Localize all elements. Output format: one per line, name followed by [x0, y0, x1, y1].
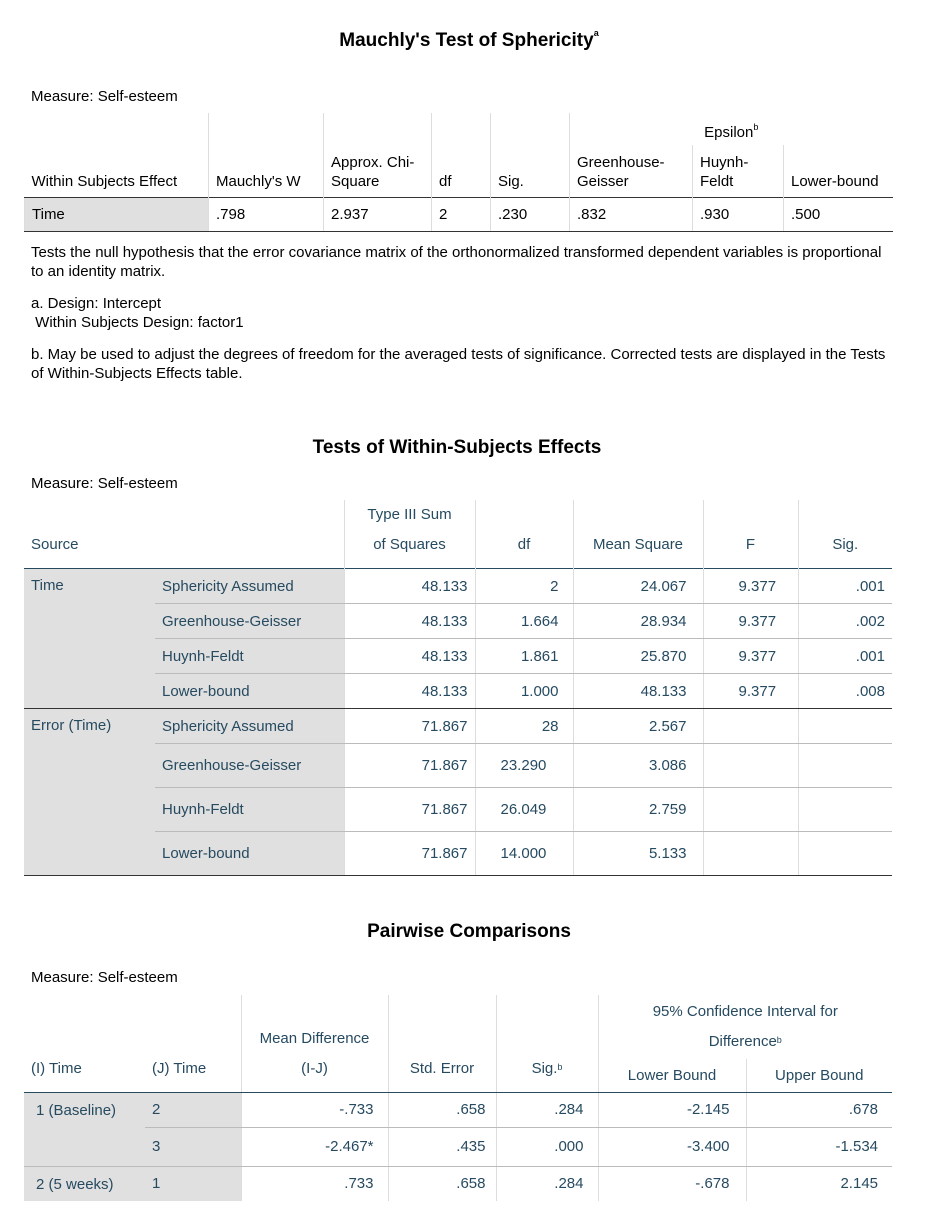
column-header: [388, 995, 496, 1092]
row-label: [24, 639, 155, 674]
table-cell: .798: [209, 197, 324, 231]
ci-header-text: 95% Confidence Interval for Difference: [652, 1003, 838, 1050]
table-cell: .678: [746, 1092, 892, 1127]
row-label: Greenhouse-Geisser: [155, 604, 344, 639]
table-cell: .002: [798, 604, 892, 639]
table-cell: .284: [496, 1166, 598, 1201]
footnote-marker: b: [557, 1061, 563, 1072]
row-label: Huynh-Feldt: [155, 788, 344, 832]
column-header: Lower-bound: [784, 145, 893, 197]
row-label: 1: [145, 1166, 241, 1201]
table-cell: 1.664: [475, 604, 573, 639]
table-cell: -1.534: [746, 1127, 892, 1166]
column-header: Sig.: [491, 145, 570, 197]
table-cell: 14.000: [475, 832, 573, 876]
column-header-text: (I) Time: [31, 1059, 82, 1077]
table-cell: 24.067: [573, 569, 703, 604]
row-label: Lower-bound: [155, 674, 344, 709]
row-label: Time: [25, 197, 209, 231]
table-cell: -3.400: [598, 1127, 746, 1166]
table-cell: -.678: [598, 1166, 746, 1201]
column-header-text: Sig.: [531, 1059, 558, 1077]
table-cell: [703, 788, 798, 832]
table-cell: 9.377: [703, 604, 798, 639]
column-header: Mauchly's W: [209, 145, 324, 197]
within-measure: Measure: Self-esteem: [31, 475, 178, 492]
column-header: [24, 995, 145, 1092]
table-cell: 2.759: [573, 788, 703, 832]
column-header: Within Subjects Effect: [31, 172, 178, 190]
table-cell: .832: [570, 197, 693, 231]
pairwise-title: Pairwise Comparisons: [367, 921, 571, 942]
table-cell: 48.133: [344, 674, 475, 709]
table-cell: [703, 709, 798, 744]
column-header: Type III Sum of Squares: [344, 500, 475, 569]
within-subjects-table: [24, 500, 892, 876]
column-header: Mean Square: [573, 500, 703, 569]
row-label: [24, 604, 155, 639]
table-row: [24, 709, 892, 744]
column-header: df: [432, 145, 491, 197]
row-label: [24, 1127, 145, 1166]
note-a-within: Within Subjects Design: factor1: [31, 314, 244, 331]
table-row: [24, 604, 892, 639]
table-row: [24, 788, 892, 832]
table-cell: 71.867: [344, 788, 475, 832]
row-label: 1 (Baseline): [24, 1092, 145, 1127]
table-cell: [703, 832, 798, 876]
pairwise-measure: Measure: Self-esteem: [31, 969, 178, 986]
row-label: [24, 788, 155, 832]
table-row: [24, 569, 892, 604]
mauchly-title: [0, 30, 938, 52]
column-header: Greenhouse-Geisser: [570, 145, 693, 197]
table-cell: 71.867: [344, 744, 475, 788]
table-cell: .733: [241, 1166, 388, 1201]
column-header: Approx. Chi-Square: [324, 145, 432, 197]
table-row: [24, 1092, 892, 1127]
table-cell: 1.861: [475, 639, 573, 674]
table-cell: 5.133: [573, 832, 703, 876]
table-cell: 3.086: [573, 744, 703, 788]
ci-header: [598, 995, 892, 1059]
row-label: Error (Time): [24, 709, 155, 744]
table-cell: [703, 744, 798, 788]
note-a-design: a. Design: Intercept: [31, 295, 162, 312]
column-header: Upper Bound: [746, 1059, 892, 1092]
table-row: [24, 744, 892, 788]
table-cell: 48.133: [573, 674, 703, 709]
column-header: Source: [31, 536, 79, 553]
table-cell: 71.867: [344, 709, 475, 744]
column-header-text: Std. Error: [409, 1059, 475, 1077]
epsilon-header: [570, 113, 893, 145]
mauchly-table: [24, 113, 893, 232]
table-cell: 48.133: [344, 569, 475, 604]
table-cell: .001: [798, 639, 892, 674]
column-header: Sig.: [798, 500, 892, 569]
table-cell: .658: [388, 1092, 496, 1127]
table-cell: 48.133: [344, 604, 475, 639]
table-cell: [798, 832, 892, 876]
table-row: [24, 1166, 892, 1201]
table-cell: .001: [798, 569, 892, 604]
column-header: [241, 995, 388, 1092]
table-cell: 23.290: [475, 744, 573, 788]
table-row: [24, 674, 892, 709]
table-cell: [798, 788, 892, 832]
table-cell: 9.377: [703, 674, 798, 709]
mauchly-measure: Measure: Self-esteem: [31, 88, 178, 105]
table-cell: .930: [693, 197, 784, 231]
table-cell: 26.049: [475, 788, 573, 832]
footnote-marker: b: [776, 1035, 782, 1045]
table-cell: 9.377: [703, 639, 798, 674]
table-cell: 2.145: [746, 1166, 892, 1201]
table-cell: .284: [496, 1092, 598, 1127]
note-null-hypothesis: Tests the null hypothesis that the error covariance matrix of the orthonormalized transformed dependent variables is proportional to an identity matrix.: [31, 244, 882, 280]
footnote-marker: a: [593, 28, 599, 38]
row-label: [24, 832, 155, 876]
table-cell: -2.467*: [241, 1127, 388, 1166]
mauchly-footnotes: [31, 243, 891, 396]
row-label: 2 (5 weeks): [24, 1166, 145, 1201]
column-header: [155, 500, 344, 569]
table-cell: 25.870: [573, 639, 703, 674]
column-header: Huynh-Feldt: [693, 145, 784, 197]
footnote-marker: b: [753, 122, 759, 132]
row-label: Sphericity Assumed: [155, 709, 344, 744]
row-label: Huynh-Feldt: [155, 639, 344, 674]
table-cell: .230: [491, 197, 570, 231]
table-cell: [798, 709, 892, 744]
within-title: Tests of Within-Subjects Effects: [312, 437, 602, 458]
table-cell: -2.145: [598, 1092, 746, 1127]
note-b: b. May be used to adjust the degrees of freedom for the averaged tests of significance. Corrected tests are displayed in the Tests of Within-Subjects Effects table.: [31, 346, 886, 382]
column-header: [496, 995, 598, 1092]
column-header-text: Mean Difference (I-J): [259, 1029, 370, 1077]
table-cell: .008: [798, 674, 892, 709]
table-cell: 2.937: [324, 197, 432, 231]
row-label: [24, 744, 155, 788]
row-label: Sphericity Assumed: [155, 569, 344, 604]
table-cell: 71.867: [344, 832, 475, 876]
row-label: Lower-bound: [155, 832, 344, 876]
row-label: [24, 674, 155, 709]
column-header: df: [475, 500, 573, 569]
table-cell: 28.934: [573, 604, 703, 639]
epsilon-text: Epsilon: [704, 124, 754, 141]
row-label: Time: [24, 569, 155, 604]
table-cell: .500: [784, 197, 893, 231]
table-row: [24, 832, 892, 876]
column-header: Lower Bound: [598, 1059, 746, 1092]
table-cell: 48.133: [344, 639, 475, 674]
table-cell: 2.567: [573, 709, 703, 744]
row-label: 2: [145, 1092, 241, 1127]
table-cell: .000: [496, 1127, 598, 1166]
table-row: [24, 1127, 892, 1166]
table-cell: 2: [432, 197, 491, 231]
row-label: Greenhouse-Geisser: [155, 744, 344, 788]
pairwise-table: [24, 995, 892, 1201]
column-header-text: (J) Time: [152, 1059, 207, 1077]
table-row: [24, 639, 892, 674]
column-header: F: [703, 500, 798, 569]
table-cell: -.733: [241, 1092, 388, 1127]
column-header: [145, 995, 241, 1092]
table-cell: 9.377: [703, 569, 798, 604]
row-label: 3: [145, 1127, 241, 1166]
title-text: Mauchly's Test of Sphericity: [339, 30, 594, 51]
table-cell: .658: [388, 1166, 496, 1201]
table-cell: 1.000: [475, 674, 573, 709]
table-cell: [798, 744, 892, 788]
table-cell: 28: [475, 709, 573, 744]
table-cell: .435: [388, 1127, 496, 1166]
table-cell: 2: [475, 569, 573, 604]
